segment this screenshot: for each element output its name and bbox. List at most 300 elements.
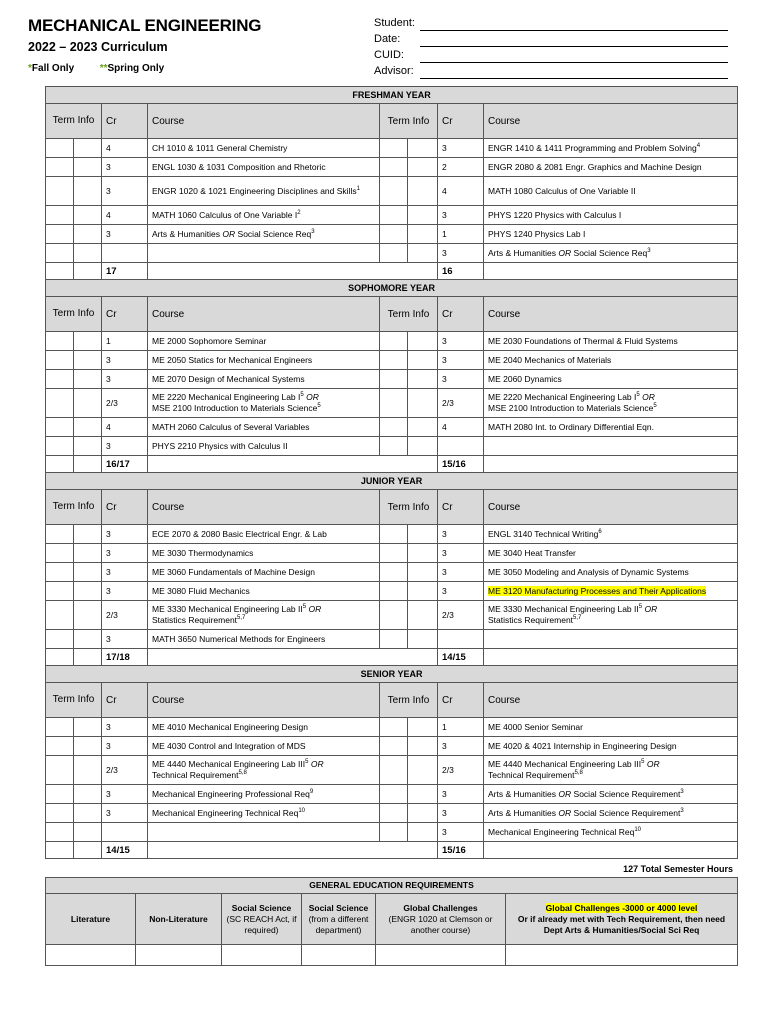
total-spacer xyxy=(148,456,380,473)
course-name: MATH 2080 Int. to Ordinary Differential Eqn. xyxy=(488,421,654,432)
term-info-cell[interactable] xyxy=(380,630,408,649)
course-row xyxy=(46,389,738,418)
course-name: ME 3040 Heat Transfer xyxy=(488,547,576,558)
term-info-cell[interactable] xyxy=(46,418,74,437)
footnote-ref: 5,8 xyxy=(238,770,247,777)
course-cell xyxy=(484,563,738,582)
term-info-cell[interactable] xyxy=(380,244,408,263)
course-name-alt: Social Science Req xyxy=(573,247,648,258)
date-field[interactable] xyxy=(420,36,728,47)
course-row xyxy=(46,225,738,244)
footnote-ref: 4 xyxy=(696,142,701,149)
term-info-cell[interactable] xyxy=(74,370,102,389)
semester-total-fall: 14/15 xyxy=(102,842,148,859)
term-info-cell[interactable] xyxy=(74,756,102,785)
term-info-cell[interactable] xyxy=(74,177,102,206)
course-name: ME 2220 Mechanical Engineering Lab I xyxy=(488,392,637,402)
or-label: OR xyxy=(558,807,572,818)
term-info-cell[interactable] xyxy=(380,737,408,756)
total-spacer xyxy=(380,456,408,473)
term-info-cell[interactable] xyxy=(46,139,74,158)
credits-header: Cr xyxy=(438,104,484,139)
footnote-ref: 3 xyxy=(647,247,651,254)
credits-header: Cr xyxy=(102,490,148,525)
course-name: PHYS 1220 Physics with Calculus I xyxy=(488,209,622,220)
term-info-cell[interactable] xyxy=(408,177,438,206)
course-cell xyxy=(484,418,738,437)
credits-cell: 3 xyxy=(102,804,148,823)
term-info-cell[interactable] xyxy=(46,544,74,563)
course-name: ME 4440 Mechanical Engineering Lab III xyxy=(488,759,642,769)
gen-ed-table xyxy=(45,877,738,966)
course-row xyxy=(46,351,738,370)
advisor-field[interactable] xyxy=(420,68,728,79)
course-row xyxy=(46,718,738,737)
footnote-ref: 3 xyxy=(680,788,684,795)
course-cell xyxy=(484,158,738,177)
term-info-cell[interactable] xyxy=(408,601,438,630)
course-row xyxy=(46,177,738,206)
term-info-cell[interactable] xyxy=(74,601,102,630)
course-name: Mechanical Engineering Professional Req xyxy=(152,788,310,799)
credits-cell: 3 xyxy=(102,718,148,737)
term-info-cell[interactable] xyxy=(46,244,74,263)
term-info-cell[interactable] xyxy=(408,206,438,225)
credits-cell: 3 xyxy=(438,804,484,823)
course-cell xyxy=(484,804,738,823)
column-header-row xyxy=(46,104,738,139)
course-cell xyxy=(148,756,380,785)
footnote-ref: 5,7 xyxy=(573,615,582,622)
total-spacer xyxy=(408,842,438,859)
course-row xyxy=(46,158,738,177)
course-name: Arts & Humanities xyxy=(152,228,221,239)
student-info-block xyxy=(374,15,728,79)
page-title: MECHANICAL ENGINEERING xyxy=(28,16,262,35)
student-field[interactable] xyxy=(420,20,728,31)
gen-ed-title: GENERAL EDUCATION REQUIREMENTS xyxy=(46,878,738,894)
term-info-cell[interactable] xyxy=(408,718,438,737)
footnote-ref: 10 xyxy=(634,826,642,833)
term-info-cell[interactable] xyxy=(46,756,74,785)
term-info-cell[interactable] xyxy=(74,158,102,177)
course-row xyxy=(46,544,738,563)
term-info-cell[interactable] xyxy=(408,756,438,785)
term-info-cell xyxy=(74,456,102,473)
date-label: Date: xyxy=(374,33,401,45)
term-info-cell[interactable] xyxy=(380,418,408,437)
term-info-cell[interactable] xyxy=(74,544,102,563)
footnote-ref: 5 xyxy=(638,604,643,611)
credits-cell: 4 xyxy=(102,139,148,158)
semester-total-row xyxy=(46,649,738,666)
total-semester-hours: 127 Total Semester Hours xyxy=(623,864,733,874)
course-cell xyxy=(484,756,738,785)
course-cell xyxy=(148,785,380,804)
curriculum-year: 2022 – 2023 Curriculum xyxy=(28,40,168,54)
term-info-cell[interactable] xyxy=(380,601,408,630)
or-label: OR xyxy=(308,604,322,614)
footnote-ref: 3 xyxy=(311,228,315,235)
term-info-cell[interactable] xyxy=(46,563,74,582)
term-info-cell xyxy=(46,263,74,280)
course-cell xyxy=(484,785,738,804)
course-cell xyxy=(148,332,380,351)
gen-ed-global-challenges-entry[interactable] xyxy=(376,945,506,966)
footnote-ref: 9 xyxy=(309,788,314,795)
credits-header: Cr xyxy=(438,490,484,525)
term-info-cell[interactable] xyxy=(408,139,438,158)
term-info-cell[interactable] xyxy=(46,804,74,823)
course-cell xyxy=(484,525,738,544)
credits-header: Cr xyxy=(438,683,484,718)
footnote-ref: 5 xyxy=(653,403,657,410)
course-cell xyxy=(148,225,380,244)
credits-header: Cr xyxy=(438,297,484,332)
credits-cell: 3 xyxy=(438,206,484,225)
footnote-ref: 5 xyxy=(302,604,307,611)
term-info-cell[interactable] xyxy=(380,389,408,418)
term-info-header: Term Info xyxy=(380,490,438,525)
course-header: Course xyxy=(484,104,738,139)
term-info-cell[interactable] xyxy=(380,823,408,842)
credits-cell: 2/3 xyxy=(438,756,484,785)
credits-cell: 3 xyxy=(438,139,484,158)
term-info-cell[interactable] xyxy=(380,804,408,823)
gen-ed-global-level: Global Challenges -3000 or 4000 level Or if already met with Tech Requirement, then need Dept Arts & Humanities/Social Sci Req xyxy=(506,894,738,945)
total-spacer xyxy=(484,842,738,859)
course-name: ME 2050 Statics for Mechanical Engineers xyxy=(152,354,313,365)
term-info-cell[interactable] xyxy=(74,225,102,244)
term-info-cell[interactable] xyxy=(46,389,74,418)
term-info-cell[interactable] xyxy=(74,737,102,756)
course-cell xyxy=(484,206,738,225)
credits-cell: 3 xyxy=(102,737,148,756)
course-name: ME 4020 & 4021 Internship in Engineering Design xyxy=(488,740,677,751)
term-info-cell[interactable] xyxy=(46,370,74,389)
term-info-cell[interactable] xyxy=(408,418,438,437)
course-row xyxy=(46,563,738,582)
year-header-senior xyxy=(46,666,738,683)
term-info-cell[interactable] xyxy=(380,785,408,804)
course-row xyxy=(46,823,738,842)
term-info-cell[interactable] xyxy=(380,139,408,158)
credits-cell: 3 xyxy=(102,525,148,544)
credits-header: Cr xyxy=(102,297,148,332)
total-spacer xyxy=(484,649,738,666)
footnote-ref: 5,7 xyxy=(237,615,246,622)
term-info-cell[interactable] xyxy=(408,737,438,756)
total-spacer xyxy=(148,649,380,666)
credits-header: Cr xyxy=(102,104,148,139)
course-header: Course xyxy=(148,104,380,139)
total-spacer xyxy=(380,263,408,280)
course-cell xyxy=(484,139,738,158)
course-header: Course xyxy=(484,297,738,332)
course-cell xyxy=(484,437,738,456)
spring-marker: ** xyxy=(99,63,108,74)
credits-header: Cr xyxy=(102,683,148,718)
course-cell xyxy=(484,601,738,630)
credits-cell: 4 xyxy=(438,418,484,437)
term-info-cell[interactable] xyxy=(408,823,438,842)
term-info-cell[interactable] xyxy=(408,370,438,389)
course-name: ME 2220 Mechanical Engineering Lab I xyxy=(152,392,301,402)
term-info-cell[interactable] xyxy=(46,582,74,601)
term-info-cell[interactable] xyxy=(380,206,408,225)
course-name-alt: Social Science Req xyxy=(237,228,312,239)
term-info-cell[interactable] xyxy=(408,225,438,244)
total-spacer xyxy=(484,263,738,280)
credits-cell: 3 xyxy=(102,177,148,206)
course-cell xyxy=(148,582,380,601)
course-cell xyxy=(484,177,738,206)
course-name: ENGR 1410 & 1411 Programming and Problem Solving xyxy=(488,142,697,153)
course-cell xyxy=(148,158,380,177)
term-info-cell[interactable] xyxy=(380,544,408,563)
course-name: Mechanical Engineering Technical Req xyxy=(152,807,299,818)
gen-ed-global-challenges: Global Challenges (ENGR 1020 at Clemson or another course) xyxy=(376,894,506,945)
semester-total-fall: 16/17 xyxy=(102,456,148,473)
term-info-cell[interactable] xyxy=(46,785,74,804)
term-info-cell[interactable] xyxy=(380,351,408,370)
term-info-cell[interactable] xyxy=(408,332,438,351)
course-row xyxy=(46,601,738,630)
term-info-cell[interactable] xyxy=(408,351,438,370)
course-cell xyxy=(148,563,380,582)
course-name: ECE 2070 & 2080 Basic Electrical Engr. & Lab xyxy=(152,528,327,539)
semester-total-spring: 15/16 xyxy=(438,456,484,473)
course-header: Course xyxy=(148,490,380,525)
course-cell xyxy=(484,630,738,649)
advisor-label: Advisor: xyxy=(374,65,414,77)
course-row xyxy=(46,139,738,158)
year-header-sophomore xyxy=(46,280,738,297)
term-info-cell[interactable] xyxy=(74,437,102,456)
fall-marker: * xyxy=(28,63,32,74)
term-info-cell[interactable] xyxy=(74,630,102,649)
term-info-cell[interactable] xyxy=(46,206,74,225)
term-info-cell[interactable] xyxy=(46,737,74,756)
credits-cell: 3 xyxy=(438,823,484,842)
course-name-alt: Technical Requirement xyxy=(488,770,575,780)
term-info-cell[interactable] xyxy=(74,418,102,437)
term-info-cell[interactable] xyxy=(408,563,438,582)
course-name: ME 4000 Senior Seminar xyxy=(488,721,583,732)
course-name: ME 3030 Thermodynamics xyxy=(152,547,254,558)
course-header: Course xyxy=(148,683,380,718)
term-info-cell xyxy=(46,649,74,666)
term-info-cell[interactable] xyxy=(408,544,438,563)
term-info-cell[interactable] xyxy=(408,244,438,263)
year-title: SENIOR YEAR xyxy=(46,666,738,683)
footnote-ref: 5 xyxy=(300,392,304,399)
term-info-cell[interactable] xyxy=(46,630,74,649)
term-info-cell[interactable] xyxy=(46,158,74,177)
or-label: OR xyxy=(558,247,572,258)
gen-ed-social-science-dept-entry[interactable] xyxy=(302,945,376,966)
term-info-cell[interactable] xyxy=(408,437,438,456)
course-row xyxy=(46,582,738,601)
term-info-cell[interactable] xyxy=(46,351,74,370)
course-name: Arts & Humanities xyxy=(488,788,557,799)
gen-ed-social-science-reach-entry[interactable] xyxy=(222,945,302,966)
credits-cell: 3 xyxy=(438,351,484,370)
course-name: ME 4030 Control and Integration of MDS xyxy=(152,740,306,751)
term-info-cell[interactable] xyxy=(74,244,102,263)
term-info-cell[interactable] xyxy=(380,718,408,737)
course-cell xyxy=(148,418,380,437)
course-cell xyxy=(484,351,738,370)
term-info-cell[interactable] xyxy=(408,630,438,649)
or-label: OR xyxy=(222,228,236,239)
course-name: MATH 3650 Numerical Methods for Engineers xyxy=(152,633,326,644)
credits-cell: 3 xyxy=(102,158,148,177)
course-cell xyxy=(148,139,380,158)
term-info-cell[interactable] xyxy=(74,206,102,225)
term-info-cell[interactable] xyxy=(380,563,408,582)
course-name-alt: MSE 2100 Introduction to Materials Science xyxy=(488,403,654,413)
term-info-cell[interactable] xyxy=(380,437,408,456)
course-cell xyxy=(148,718,380,737)
course-name: ENGL 3140 Technical Writing xyxy=(488,528,599,539)
term-info-cell[interactable] xyxy=(380,525,408,544)
term-info-cell xyxy=(46,456,74,473)
gen-ed-literature-entry[interactable] xyxy=(46,945,136,966)
term-info-cell[interactable] xyxy=(380,756,408,785)
gen-ed-global-level-entry[interactable] xyxy=(506,945,738,966)
term-info-cell[interactable] xyxy=(380,177,408,206)
term-info-cell[interactable] xyxy=(74,389,102,418)
term-info-cell[interactable] xyxy=(46,718,74,737)
course-name: MATH 2060 Calculus of Several Variables xyxy=(152,421,310,432)
term-info-cell[interactable] xyxy=(74,785,102,804)
course-name-alt: Statistics Requirement xyxy=(152,615,238,625)
term-info-cell[interactable] xyxy=(74,525,102,544)
term-info-cell[interactable] xyxy=(74,332,102,351)
course-cell xyxy=(484,389,738,418)
course-name: ME 2030 Foundations of Thermal & Fluid Systems xyxy=(488,335,678,346)
term-info-cell[interactable] xyxy=(380,225,408,244)
credits-cell: 1 xyxy=(438,225,484,244)
course-name: ME 2060 Dynamics xyxy=(488,373,562,384)
course-header: Course xyxy=(484,490,738,525)
course-row xyxy=(46,630,738,649)
semester-total-row xyxy=(46,263,738,280)
term-info-cell[interactable] xyxy=(74,351,102,370)
course-cell xyxy=(148,370,380,389)
column-header-row xyxy=(46,490,738,525)
course-name: ME 3330 Mechanical Engineering Lab II xyxy=(488,604,639,614)
term-info-cell[interactable] xyxy=(408,158,438,177)
credits-cell: 2/3 xyxy=(438,389,484,418)
term-info-cell[interactable] xyxy=(74,804,102,823)
term-info-cell[interactable] xyxy=(74,718,102,737)
term-info-cell[interactable] xyxy=(46,437,74,456)
term-info-header: Term Info xyxy=(380,104,438,139)
credits-cell: 2/3 xyxy=(102,389,148,418)
term-info-cell[interactable] xyxy=(46,225,74,244)
term-info-header: Term Info xyxy=(46,490,102,525)
term-info-cell[interactable] xyxy=(74,582,102,601)
term-info-cell[interactable] xyxy=(408,804,438,823)
term-info-cell[interactable] xyxy=(46,525,74,544)
course-cell xyxy=(148,804,380,823)
footnote-ref: 5 xyxy=(317,403,321,410)
course-row xyxy=(46,737,738,756)
term-info-cell[interactable] xyxy=(46,601,74,630)
footnote-ref: 6 xyxy=(598,528,602,535)
course-name: PHYS 1240 Physics Lab I xyxy=(488,228,586,239)
credits-cell: 3 xyxy=(102,437,148,456)
credits-cell: 3 xyxy=(438,525,484,544)
course-name: ME 2040 Mechanics of Materials xyxy=(488,354,612,365)
credits-cell: 3 xyxy=(438,544,484,563)
or-label: OR xyxy=(646,759,660,769)
term-info-cell[interactable] xyxy=(408,582,438,601)
footnote-ref: 3 xyxy=(680,807,684,814)
term-info-cell[interactable] xyxy=(46,177,74,206)
credits-cell: 1 xyxy=(102,332,148,351)
footnote-ref: 10 xyxy=(298,807,306,814)
course-name: Arts & Humanities xyxy=(488,247,557,258)
course-name: MATH 1080 Calculus of One Variable II xyxy=(488,185,636,196)
credits-cell: 3 xyxy=(102,582,148,601)
credits-cell: 4 xyxy=(102,206,148,225)
year-header-freshman xyxy=(46,87,738,104)
term-legend xyxy=(28,63,164,74)
course-name: ME 2000 Sophomore Seminar xyxy=(152,335,267,346)
course-row xyxy=(46,244,738,263)
term-info-cell[interactable] xyxy=(408,785,438,804)
course-cell xyxy=(148,525,380,544)
credits-cell: 3 xyxy=(438,370,484,389)
term-info-cell[interactable] xyxy=(46,332,74,351)
curriculum-table xyxy=(45,86,738,859)
course-name: ME 4010 Mechanical Engineering Design xyxy=(152,721,308,732)
credits-cell: 3 xyxy=(102,630,148,649)
year-header-junior xyxy=(46,473,738,490)
term-info-cell[interactable] xyxy=(46,823,74,842)
semester-total-row xyxy=(46,842,738,859)
term-info-cell[interactable] xyxy=(408,389,438,418)
term-info-cell[interactable] xyxy=(74,823,102,842)
term-info-cell[interactable] xyxy=(380,158,408,177)
course-name-alt: Social Science Requirement xyxy=(573,788,681,799)
course-name-alt: Statistics Requirement xyxy=(488,615,574,625)
term-info-cell[interactable] xyxy=(380,332,408,351)
term-info-cell[interactable] xyxy=(74,563,102,582)
course-cell xyxy=(148,244,380,263)
total-spacer xyxy=(484,456,738,473)
course-name: Arts & Humanities xyxy=(488,807,557,818)
or-label: OR xyxy=(558,788,572,799)
credits-cell: 2 xyxy=(438,158,484,177)
cuid-field[interactable] xyxy=(420,52,728,63)
term-info-cell[interactable] xyxy=(380,582,408,601)
term-info-header: Term Info xyxy=(380,683,438,718)
term-info-cell[interactable] xyxy=(380,370,408,389)
course-row xyxy=(46,525,738,544)
term-info-cell[interactable] xyxy=(74,139,102,158)
course-cell xyxy=(484,544,738,563)
term-info-cell[interactable] xyxy=(408,525,438,544)
gen-ed-non-literature-entry[interactable] xyxy=(136,945,222,966)
course-name-alt: Technical Requirement xyxy=(152,770,239,780)
total-spacer xyxy=(148,263,380,280)
credits-cell: 3 xyxy=(102,225,148,244)
semester-total-fall: 17 xyxy=(102,263,148,280)
